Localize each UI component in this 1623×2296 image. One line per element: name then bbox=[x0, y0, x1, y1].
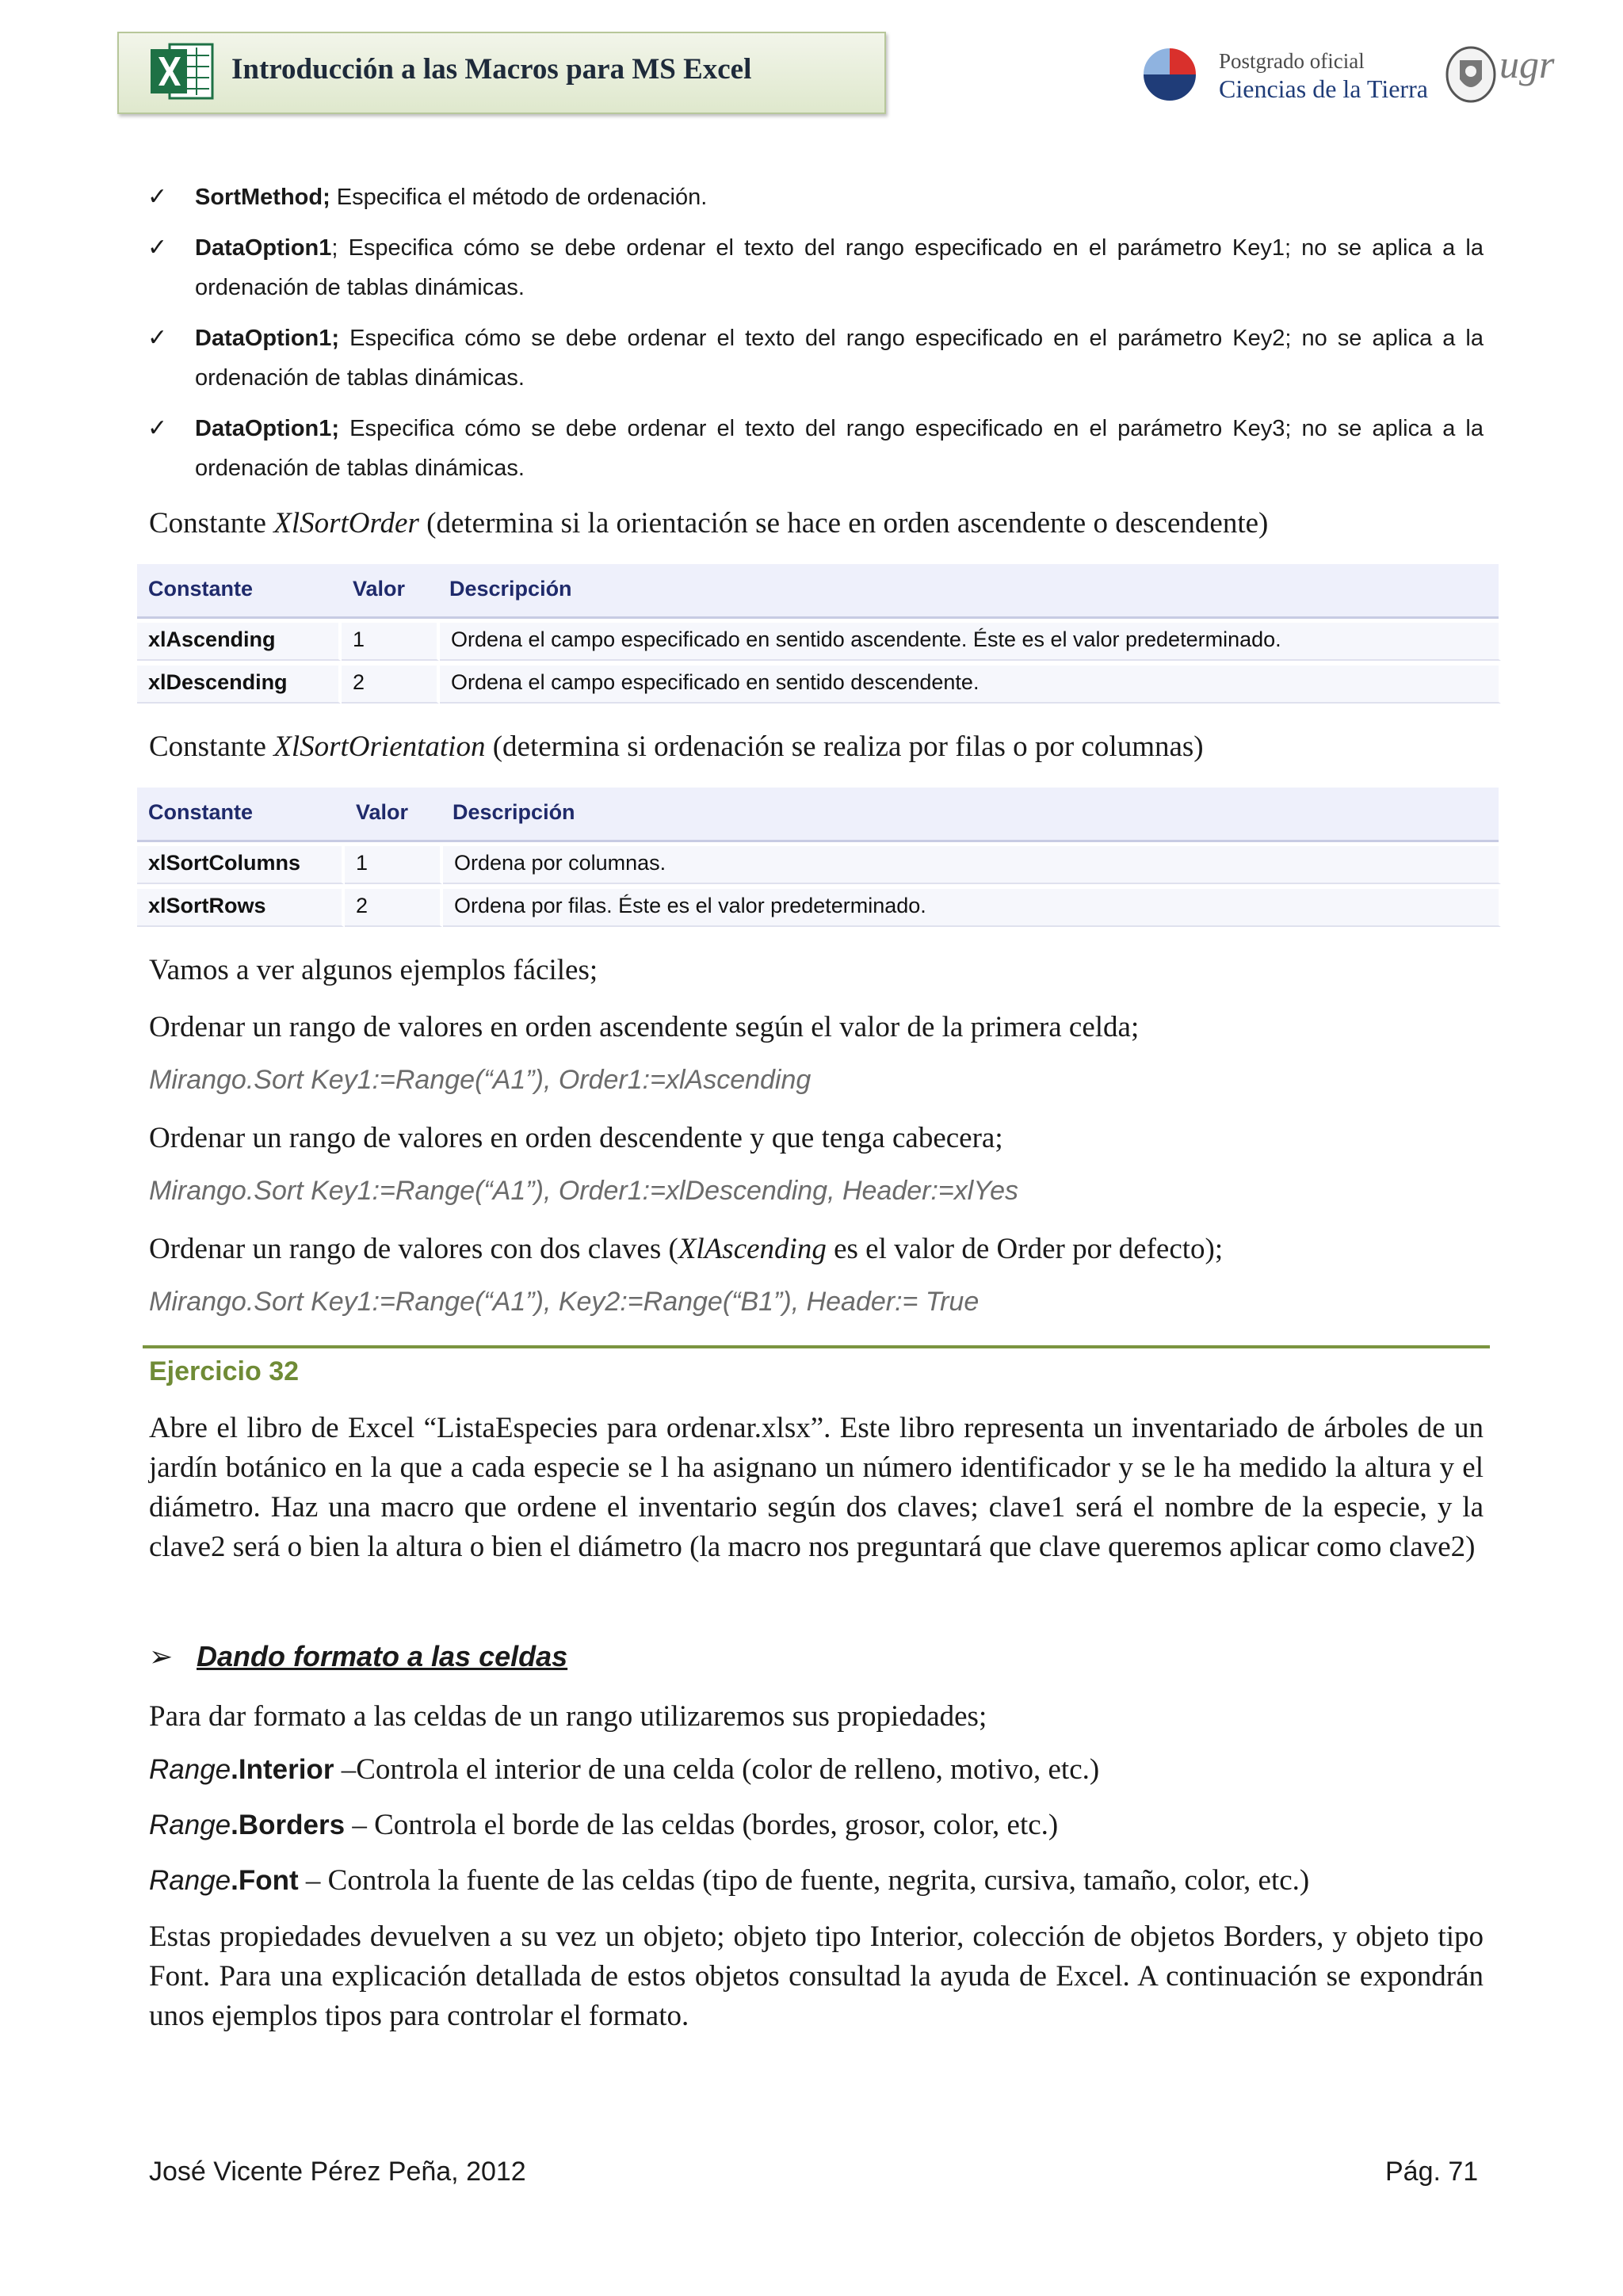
bullet-text: Especifica el método de ordenación. bbox=[330, 185, 708, 210]
example-2-code: Mirango.Sort Key1:=Range(“A1”), Order1:=xlDescending, Header:=xlYes bbox=[149, 1176, 1019, 1206]
postgrado-label: Postgrado oficial bbox=[1219, 49, 1365, 73]
constant-name: XlSortOrientation bbox=[273, 730, 486, 763]
property-interior: Range.Interior –Controla el interior de una celda (color de relleno, motivo, etc.) bbox=[149, 1753, 1100, 1786]
table-row bbox=[137, 845, 1499, 886]
example-3-description: Ordenar un rango de valores con dos claves (XlAscending es el valor de Order por defecto); bbox=[149, 1233, 1224, 1265]
bullet-sortmethod bbox=[147, 177, 1484, 217]
table-header bbox=[137, 564, 1499, 619]
table-cell: 2 bbox=[356, 894, 369, 917]
table-cell: Ordena por filas. Éste es el valor predeterminado. bbox=[454, 894, 926, 917]
bullet-dataoption-key2 bbox=[147, 318, 1484, 398]
table-cell: xlSortRows bbox=[148, 894, 266, 917]
table-row bbox=[137, 887, 1499, 929]
postgrado-program: Ciencias de la Tierra bbox=[1219, 74, 1428, 103]
exercise-title: Ejercicio 32 bbox=[149, 1356, 300, 1386]
excel-logo-icon bbox=[149, 38, 216, 105]
bullet-term: DataOption1; bbox=[195, 326, 340, 351]
property-font: Range.Font – Controla la fuente de las celdas (tipo de fuente, negrita, cursiva, tamaño, color, etc.) bbox=[149, 1864, 1310, 1897]
checkmark-icon: ✓ bbox=[147, 325, 168, 351]
bullet-text: Especifica cómo se debe ordenar el texto del rango especificado en el parámetro Key3; no se aplica a la ordenación de tablas dinámicas. bbox=[195, 416, 1484, 481]
checkmark-icon: ✓ bbox=[147, 235, 168, 261]
example-3-code: Mirango.Sort Key1:=Range(“A1”), Key2:=Range(“B1”), Header:= True bbox=[149, 1287, 980, 1317]
table-row bbox=[137, 621, 1499, 662]
constant-name: XlSortOrder bbox=[273, 507, 419, 540]
table-cell: 1 bbox=[353, 627, 365, 651]
table-cell: Ordena por columnas. bbox=[454, 851, 666, 875]
footer-author: José Vicente Pérez Peña, 2012 bbox=[149, 2157, 526, 2187]
exercise-divider bbox=[143, 1345, 1490, 1348]
exercise-text: Abre el libro de Excel “ListaEspecies para ordenar.xlsx”. Este libro representa un inventariado de árboles de un jardín botánico en la que a cada especie se l ha asignano un número identificador y se le ha medido la altura y el diámetro. Haz una macro que ordene el inventario según dos claves; clave1 será el nombre de la especie, y la clave2 será o bien la altura o bien el diámetro (la macro nos preguntará que clave queremos aplicar como clave2) bbox=[149, 1412, 1484, 1563]
example-1-description: Ordenar un rango de valores en orden ascendente según el valor de la primera celda; bbox=[149, 1011, 1140, 1043]
table-cell: xlSortColumns bbox=[148, 851, 301, 875]
globe-logo-icon bbox=[1141, 46, 1198, 103]
document-title: Introducción a las Macros para MS Excel bbox=[231, 53, 752, 86]
bullet-text: ; Especifica cómo se debe ordenar el texto del rango especificado en el parámetro Key1; no se aplica a la ordenación de tablas dinámicas. bbox=[195, 235, 1484, 300]
example-2-description: Ordenar un rango de valores en orden descendente y que tenga cabecera; bbox=[149, 1122, 1003, 1154]
property-borders: Range.Borders – Controla el borde de las celdas (bordes, grosor, color, etc.) bbox=[149, 1809, 1059, 1841]
page-number: Pág. 71 bbox=[1385, 2157, 1479, 2187]
bullet-dataoption-key1 bbox=[147, 228, 1484, 307]
format-closing-paragraph: Estas propiedades devuelven a su vez un objeto; objeto tipo Interior, colección de objetos Borders, y objeto tipo Font. Para una explicación detallada de estos objetos consultad la ayuda de Excel. A continuación se expondrán unos ejemplos tipos para controlar el formato. bbox=[149, 1920, 1484, 2032]
sort-order-intro: Constante XlSortOrder (determina si la orientación se hace en orden ascendente o descendente) bbox=[149, 507, 1269, 540]
table-cell: Ordena el campo especificado en sentido ascendente. Éste es el valor predeterminado. bbox=[451, 627, 1281, 651]
table-header bbox=[137, 788, 1499, 842]
table-cell: 1 bbox=[356, 851, 369, 875]
column-header: Constante bbox=[148, 577, 254, 601]
table-cell: xlDescending bbox=[148, 670, 288, 694]
bullet-text: Especifica cómo se debe ordenar el texto del rango especificado en el parámetro Key2; no se aplica a la ordenación de tablas dinámicas. bbox=[195, 326, 1484, 391]
examples-intro: Vamos a ver algunos ejemplos fáciles; bbox=[149, 954, 598, 986]
document-header-banner bbox=[117, 32, 886, 114]
bullet-term: DataOption1 bbox=[195, 235, 332, 261]
university-logo-block bbox=[1141, 40, 1553, 111]
sort-orientation-intro: Constante XlSortOrientation (determina si ordenación se realiza por filas o por columnas) bbox=[149, 730, 1204, 763]
section-heading: ➢ Dando formato a las celdas bbox=[149, 1640, 568, 1672]
sort-order-table bbox=[137, 564, 1499, 707]
table-cell: Ordena el campo especificado en sentido descendente. bbox=[451, 670, 980, 694]
sort-orientation-table bbox=[137, 788, 1499, 930]
bullet-term: SortMethod; bbox=[195, 185, 330, 210]
column-header: Descripción bbox=[453, 800, 575, 824]
example-1-code: Mirango.Sort Key1:=Range(“A1”), Order1:=xlAscending bbox=[149, 1065, 812, 1095]
column-header: Valor bbox=[353, 577, 406, 601]
table-cell: 2 bbox=[353, 670, 365, 694]
arrow-bullet-icon: ➢ bbox=[149, 1640, 174, 1672]
checkmark-icon: ✓ bbox=[147, 415, 168, 441]
format-intro: Para dar formato a las celdas de un rango utilizaremos sus propiedades; bbox=[149, 1700, 987, 1733]
column-header: Valor bbox=[356, 800, 409, 824]
constant-name: XlAscending bbox=[678, 1233, 827, 1265]
bullet-dataoption-key3 bbox=[147, 409, 1484, 488]
checkmark-icon: ✓ bbox=[147, 184, 168, 210]
column-header: Descripción bbox=[449, 577, 572, 601]
university-seal-icon bbox=[1444, 44, 1498, 105]
bullet-term: DataOption1; bbox=[195, 416, 340, 441]
column-header: Constante bbox=[148, 800, 254, 824]
table-row bbox=[137, 664, 1499, 705]
table-cell: xlAscending bbox=[148, 627, 276, 651]
ugr-logo-text: ugr bbox=[1499, 42, 1555, 86]
